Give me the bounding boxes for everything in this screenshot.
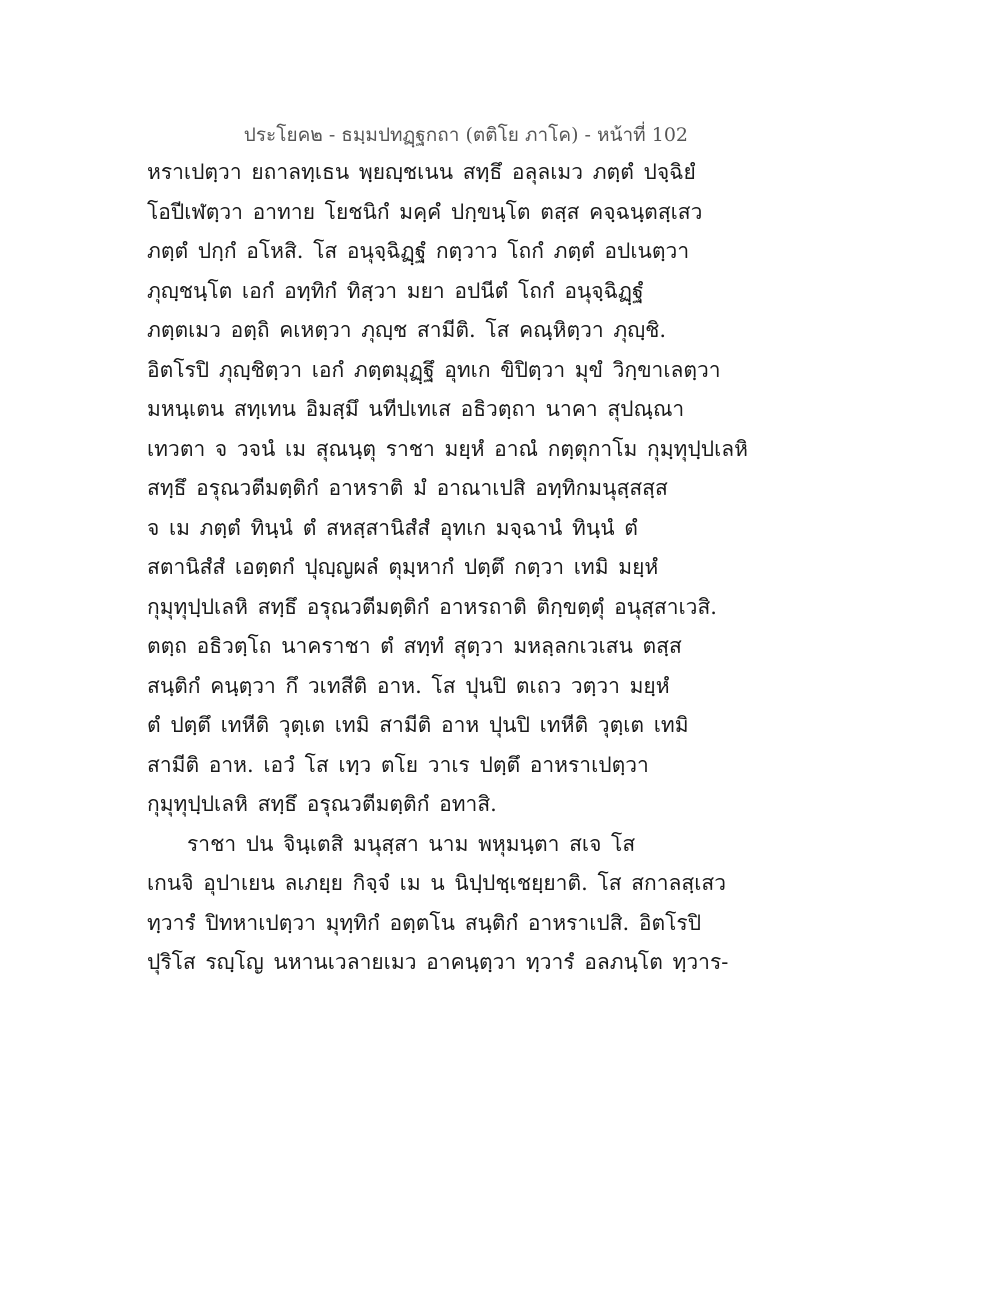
text-line: อิตโรปิ ภุญฺชิตฺวา เอกํ ภตฺตมุฏฺฐึ อุทเก ขิปิตฺวา มุขํ วิกฺขาเลตฺวา	[147, 357, 721, 382]
text-line: โอปีเฬตฺวา อาทาย โยชนิกํ มคฺคํ ปกฺขนฺโต ตสฺส คจฺฉนฺตสฺเสว	[147, 199, 703, 224]
text-line: ทฺวารํ ปิทหาเปตฺวา มุทฺทิกํ อตฺตโน สนฺติกํ อาหราเปสิ. อิตโรปิ	[147, 910, 702, 935]
text-line: ภตฺตเมว อตฺถิ คเหตฺวา ภุญฺช สามีติ. โส คณฺหิตฺวา ภุญฺชิ.	[147, 318, 667, 342]
text-line: สนฺติกํ คนฺตฺวา กึ วเทสีติ อาห. โส ปุนปิ ตเถว วตฺวา มยฺหํ	[147, 673, 670, 698]
running-header: ประโยค๒ - ธมฺมปทฏฺฐกถา (ตติโย ภาโค) - หน้าที่ 102	[243, 124, 688, 146]
text-line: สทฺธึ อรุณวตีมตฺติกํ อาหราติ มํ อาณาเปสิ อทฺทิกมนุสฺสสฺส	[147, 476, 668, 500]
text-line: มหนฺเตน สทฺเทน อิมสฺมึ นทีปเทเส อธิวตฺถา นาคา สุปณฺณา	[147, 397, 685, 421]
text-line: ตตฺถ อธิวตฺโถ นาคราชา ตํ สทฺทํ สุตฺวา มหลฺลกเวเสน ตสฺส	[147, 634, 682, 658]
text-line: สตานิสํสํ เอตฺตกํ ปุญฺญผลํ ตุมฺหากํ ปตฺตึ กตฺวา เทมิ มยฺหํ	[147, 555, 659, 579]
text-line: กุมุทุปฺปเลหิ สทฺธึ อรุณวตีมตฺติกํ อาหรถาติ ติกฺขตฺตุํ อนุสฺสาเวสิ.	[147, 594, 717, 619]
text-line: ภุญฺชนฺโต เอกํ อทฺทิกํ ทิสฺวา มยา อปนีตํ โถกํ อนุจฺฉิฏฺฐํ	[147, 278, 644, 303]
text-line: กุมุทุปฺปเลหิ สทฺธึ อรุณวตีมตฺติกํ อทาสิ.	[147, 792, 497, 816]
text-line: สามีติ อาห. เอวํ โส เทฺว ตโย วาเร ปตฺตึ อาหราเปตฺวา	[147, 752, 649, 777]
text-line: ตํ ปตฺตึ เทหีติ วุตฺเต เทมิ สามีติ อาห ปุนปิ เทหีติ วุตฺเต เทมิ	[147, 713, 689, 737]
body-text	[147, 153, 748, 983]
text-line: จ เม ภตฺตํ ทินฺนํ ตํ สหสฺสานิสํสํ อุทเก มจฺฉานํ ทินฺนํ ตํ	[147, 515, 638, 540]
text-line: หราเปตฺวา ยถาลทฺเธน พฺยญฺชเนน สทฺธึ อลุลเมว ภตฺตํ ปจฺฉิยํ	[147, 160, 696, 184]
text-line: เกนจิ อุปาเยน ลเภยฺย กิจฺจํ เม น นิปฺปชฺเชยฺยาติ. โส สกาลสฺเสว	[147, 871, 727, 895]
paragraph-first-line: ราชา ปน จินฺเตสิ มนุสฺสา นาม พหุมนฺตา สเจ โส	[187, 831, 636, 856]
text-line: ภตฺตํ ปกฺกํ อโหสิ. โส อนุจฺฉิฏฺฐํ กตฺวาว โถกํ ภตฺตํ อปเนตฺวา	[147, 239, 690, 263]
text-line: เทวตา จ วจนํ เม สุณนฺตุ ราชา มยฺหํ อาณํ กตฺตุกาโม กุมฺทุปฺปเลหิ	[147, 436, 748, 461]
text-line: ปุริโส รญฺโญ นหานเวลายเมว อาคนฺตฺวา ทฺวารํ อลภนฺโต ทฺวาร-	[147, 950, 729, 974]
